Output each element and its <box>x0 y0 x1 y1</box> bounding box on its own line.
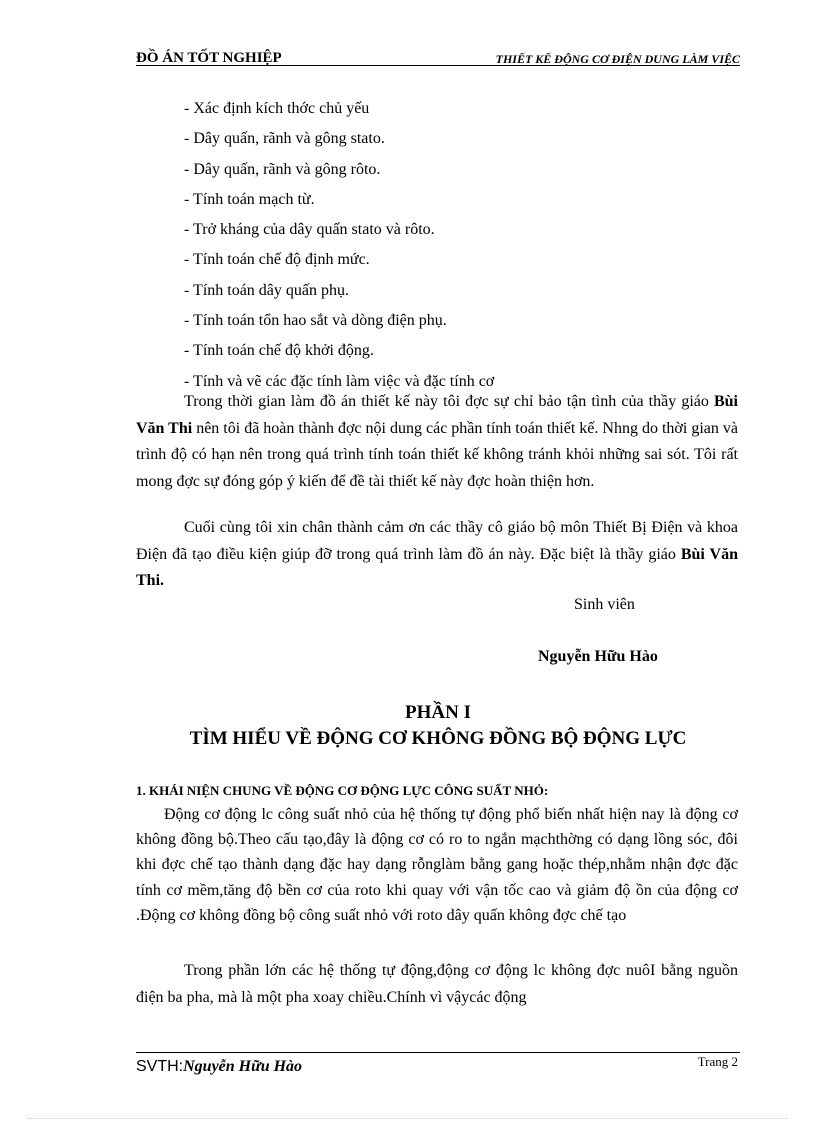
paragraph-text: Trong phần lớn các hệ thống tự động,động cơ động lc không đợc nuôI bằng nguồn điện ba pha, mà là một pha xoay chiều.Chính vì vậycác động <box>136 962 738 1006</box>
paragraph-text: Cuối cùng tôi xin chân thành cảm ơn các thầy cô giáo bộ môn Thiết Bị Điện và khoa Điện đã tạo điều kiện giúp đỡ trong quá trình làm đồ án này. Đặc biệt là thầy giáo <box>136 519 738 563</box>
section-paragraph <box>136 802 738 928</box>
page-boundary <box>28 1118 788 1119</box>
part-number: PHẦN I <box>405 702 471 723</box>
thanks-paragraph <box>136 515 738 595</box>
signature-name: Nguyễn Hữu Hào <box>538 648 658 665</box>
paragraph-text: Trong thời gian làm đồ án thiết kế này tôi đợc sự chỉ bảo tận tình của thầy giáo <box>184 393 714 410</box>
section-heading: 1. KHÁI NIỆN CHUNG VỀ ĐỘNG CƠ ĐỘNG LỰC CÔNG SUẤT NHỎ: <box>136 783 549 798</box>
list-item: - Trở kháng của dây quấn stato và rôto. <box>184 221 435 239</box>
list-item: - Xác định kích thớc chủ yếu <box>184 100 370 117</box>
task-list <box>184 98 744 395</box>
page-number: Trang 2 <box>697 1054 738 1069</box>
teacher-name: Bùi Văn Thi. <box>136 545 738 590</box>
page-header <box>136 50 740 68</box>
list-item: - Tính toán chế độ định mức. <box>184 251 370 269</box>
list-item: - Tính toán mạch từ. <box>184 190 315 208</box>
footer-author-label: SVTH: <box>136 1058 184 1075</box>
header-right-title: THIẾT KẾ ĐỘNG CƠ ĐIỆN DUNG LÀM VIỆC <box>495 52 740 66</box>
list-item: - Tính và vẽ các đặc tính làm việc và đặc tính cơ <box>184 372 495 390</box>
teacher-name: Bùi Văn Thi <box>136 393 738 437</box>
part-title: TÌM HIỂU VỀ ĐỘNG CƠ KHÔNG ĐỒNG BỘ ĐỘNG LỰC <box>189 728 687 749</box>
list-item: - Tính toán tổn hao sắt và dòng điện phụ. <box>184 312 447 330</box>
list-item: - Dây quấn, rãnh và gông rôto. <box>184 160 381 178</box>
header-rule <box>136 65 740 66</box>
footer-author <box>136 1058 302 1076</box>
paragraph-text: nên tôi đã hoàn thành đợc nội dung các phần tính toán thiết kế. Nhng do thời gian và trình độ có hạn nên trong quá trình tính toán thiết kế không tránh khỏi những sai sót. Tôi rất mong đợc sự đóng góp ý kiến để đề tài thiết kế này đợc hoàn thiện hơn. <box>136 419 738 490</box>
footer-author-name: Nguyễn Hữu Hào <box>183 1058 303 1075</box>
list-item: - Tính toán chế độ khởi động. <box>184 342 374 360</box>
header-left-title: ĐỒ ÁN TỐT NGHIỆP <box>136 50 282 66</box>
paragraph-text: Động cơ động lc công suất nhỏ của hệ thống tự động phổ biến nhất hiện nay là động cơ không đồng bộ.Theo cấu tạo,đây là động cơ có ro to ngắn mạchthờng có dạng lồng sóc, đôi khi đợc chế tạo thành dạng đặc hay dạng rỗnglàm bằng gang hoặc thép,nhằm nhận đợc đặc tính cơ mềm,tăng độ bền cơ của roto khi quay với vận tốc cao và giảm độ ồn của động cơ .Động cơ không đồng bộ công suất nhỏ với roto dây quấn không đợc chế tạo <box>136 806 738 924</box>
section-paragraph <box>136 957 738 1011</box>
list-item: - Tính toán dây quấn phụ. <box>184 281 350 299</box>
page-footer <box>136 1052 740 1082</box>
signature-role: Sinh viên <box>574 596 635 613</box>
footer-rule <box>136 1052 740 1053</box>
list-item: - Dây quấn, rãnh và gông stato. <box>184 130 385 148</box>
acknowledgement-paragraph <box>136 389 738 495</box>
